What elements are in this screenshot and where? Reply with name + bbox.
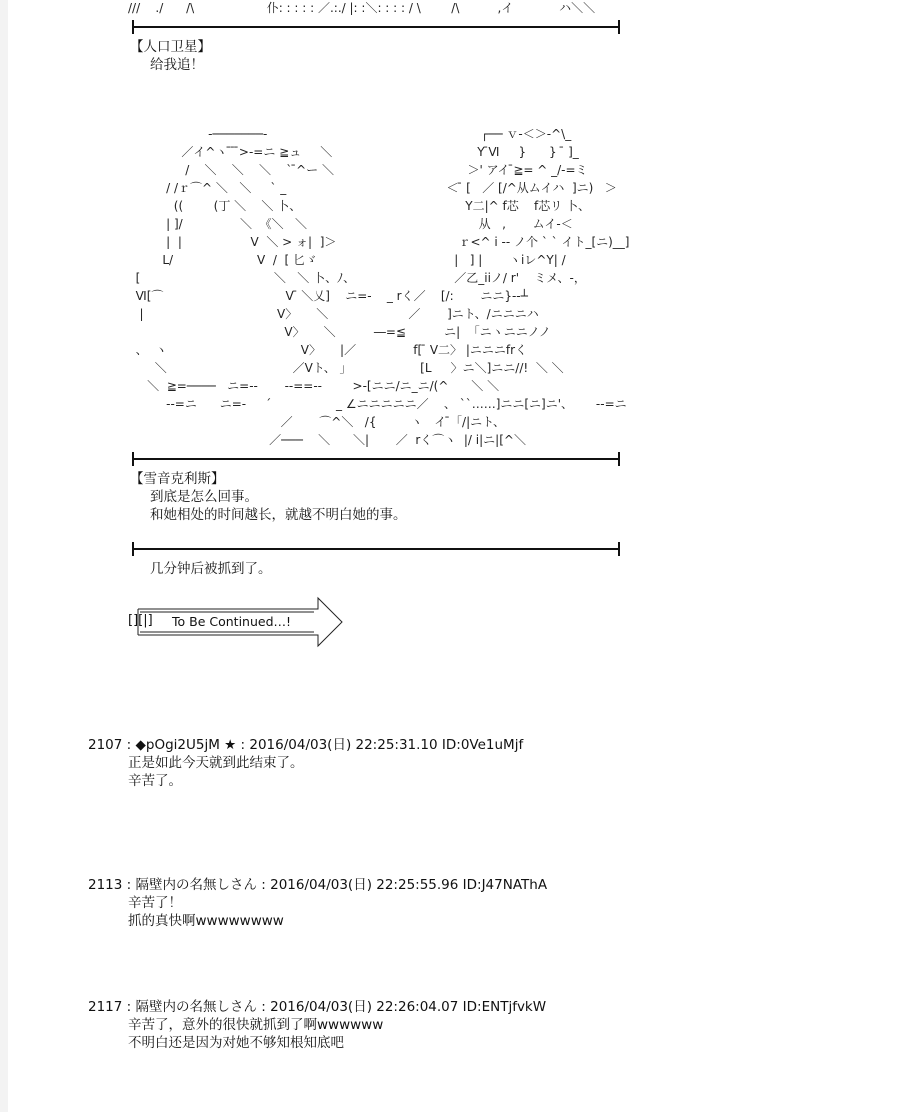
top-ascii-fragment: /// ./ /\ 仆: : : : : ／.:./ |: :＼: : : : / \ /\ ,イ ハ＼＼ (128, 1, 596, 15)
post-line: 辛苦了，意外的很快就抓到了啊wwwwww (128, 1017, 384, 1033)
dialogue-line: 给我追！ (150, 57, 204, 73)
post-header: 2113 : 隔壁内の名無しさん : 2016/04/03(日) 22:25:55.96 ID:J47NAThA (88, 877, 548, 893)
post-line: 不明白还是因为对她不够知根知底吧 (128, 1035, 344, 1051)
ascii-art-line: Ⅵ[⌒ V ̄ ＼乂] ニ=- _ rく／ [/: ニニ}--┴ (128, 289, 528, 303)
post-header: 2117 : 隔壁内の名無しさん : 2016/04/03(日) 22:26:04.07 ID:ENTjfvkW (88, 999, 547, 1015)
ascii-art-line: | | V ＼ > ォ| ]＞ ｒ<^ i -‐ ノ个 ` ` イト_[ニ)__] (128, 235, 630, 249)
ascii-art-line: | ]/ ＼ 《＼ ＼ 从 , ムイ-＜ (128, 217, 573, 231)
ascii-art-line: ＼ ≧=──── ニ=-‐ -‐==-‐ >-[ニニ/ニ_ニ/(^ ＼ ＼ (128, 379, 500, 393)
to-be-continued-arrow (128, 596, 358, 650)
section-divider (128, 20, 624, 34)
dialogue-line: 和她相处的时间越长，就越不明白她的事。 (150, 507, 407, 523)
ascii-art-line: ／ ⌒^＼ /{ ヽ イ ̄「/|ニト、 (128, 415, 506, 429)
ascii-art-line: V〉 ＼ ―=≦ ニ| 「ニヽニニノノ (128, 325, 551, 339)
post-line: 正是如此今天就到此结束了。 (128, 755, 304, 771)
ascii-art-line: --=ニ ニ=- ´ _ ∠ニニニニニ／ 、 ``……]ニニ[ニ]ニ'、 --=ニ (128, 397, 627, 411)
ascii-art-line: | V〉 ＼ ／ ]ニト、/ニニニハ (128, 307, 539, 321)
dialogue-line: 到底是怎么回事。 (150, 489, 258, 505)
post-line: 抓的真快啊wwwwwwww (128, 913, 284, 929)
speaker-label: 【人口卫星】 (130, 39, 211, 55)
tbc-label: To Be Continued…! (172, 614, 292, 629)
ascii-art-line: ／─── ＼ ＼| ／ rく⌒ヽ |/ i|ニ|[^＼ (128, 433, 526, 447)
post-line: 辛苦了！ (128, 895, 182, 911)
tbc-brackets: [][|] (128, 613, 153, 628)
ascii-art-line: / /ｒ⌒^ ＼ ＼ ` _ ＜ ̄ [ ／ [/^从ムイハ ]ニ) ＞ (128, 181, 617, 195)
section-divider (128, 452, 624, 466)
ascii-art-line: [ ＼ ＼ 卜、ﾉ、 ／乙_iiノ/ r' ミメ、-， (128, 271, 586, 285)
post-header: 2107 : ◆pOgi2U5jM ★ : 2016/04/03(日) 22:25:31.10 ID:0Ve1uMjf (88, 737, 524, 753)
section-divider (128, 542, 624, 556)
post-line: 辛苦了。 (128, 773, 182, 789)
ascii-art-line: (( (丁 ＼ ＼ 卜、 Y二|^ f芯 f芯リ 卜、 (128, 199, 591, 213)
narration-line: 几分钟后被抓到了。 (150, 561, 272, 577)
ascii-art-line: 、 ヽ V〉 |／ f[ ̄ V二〉 |ニニニfrく (128, 343, 528, 357)
ascii-art-line: / ＼ ＼ ＼ ` ̄^ー ＼ ＞' アイ ̄≧= ^ _/-=ミ (128, 163, 588, 177)
left-margin-shade (0, 0, 8, 1112)
ascii-art-line: -───────- ┌── ｖ-＜＞-^\_ (128, 127, 572, 141)
ascii-art-line: ＼ ／Vト、 」 [L 〉ニ＼]ニニ//! ＼ ＼ (128, 361, 564, 375)
ascii-art-line: L/ V / [ 匕ゞ | ] | ヽiレ^Y| / (128, 253, 566, 267)
speaker-label: 【雪音克利斯】 (130, 471, 225, 487)
ascii-art-line: ／イ^ヽ ̄ ̄ ̄>-=ニ ≧ュ ＼ Y ̄Ⅵ } } ̄ ]_ (128, 145, 579, 159)
